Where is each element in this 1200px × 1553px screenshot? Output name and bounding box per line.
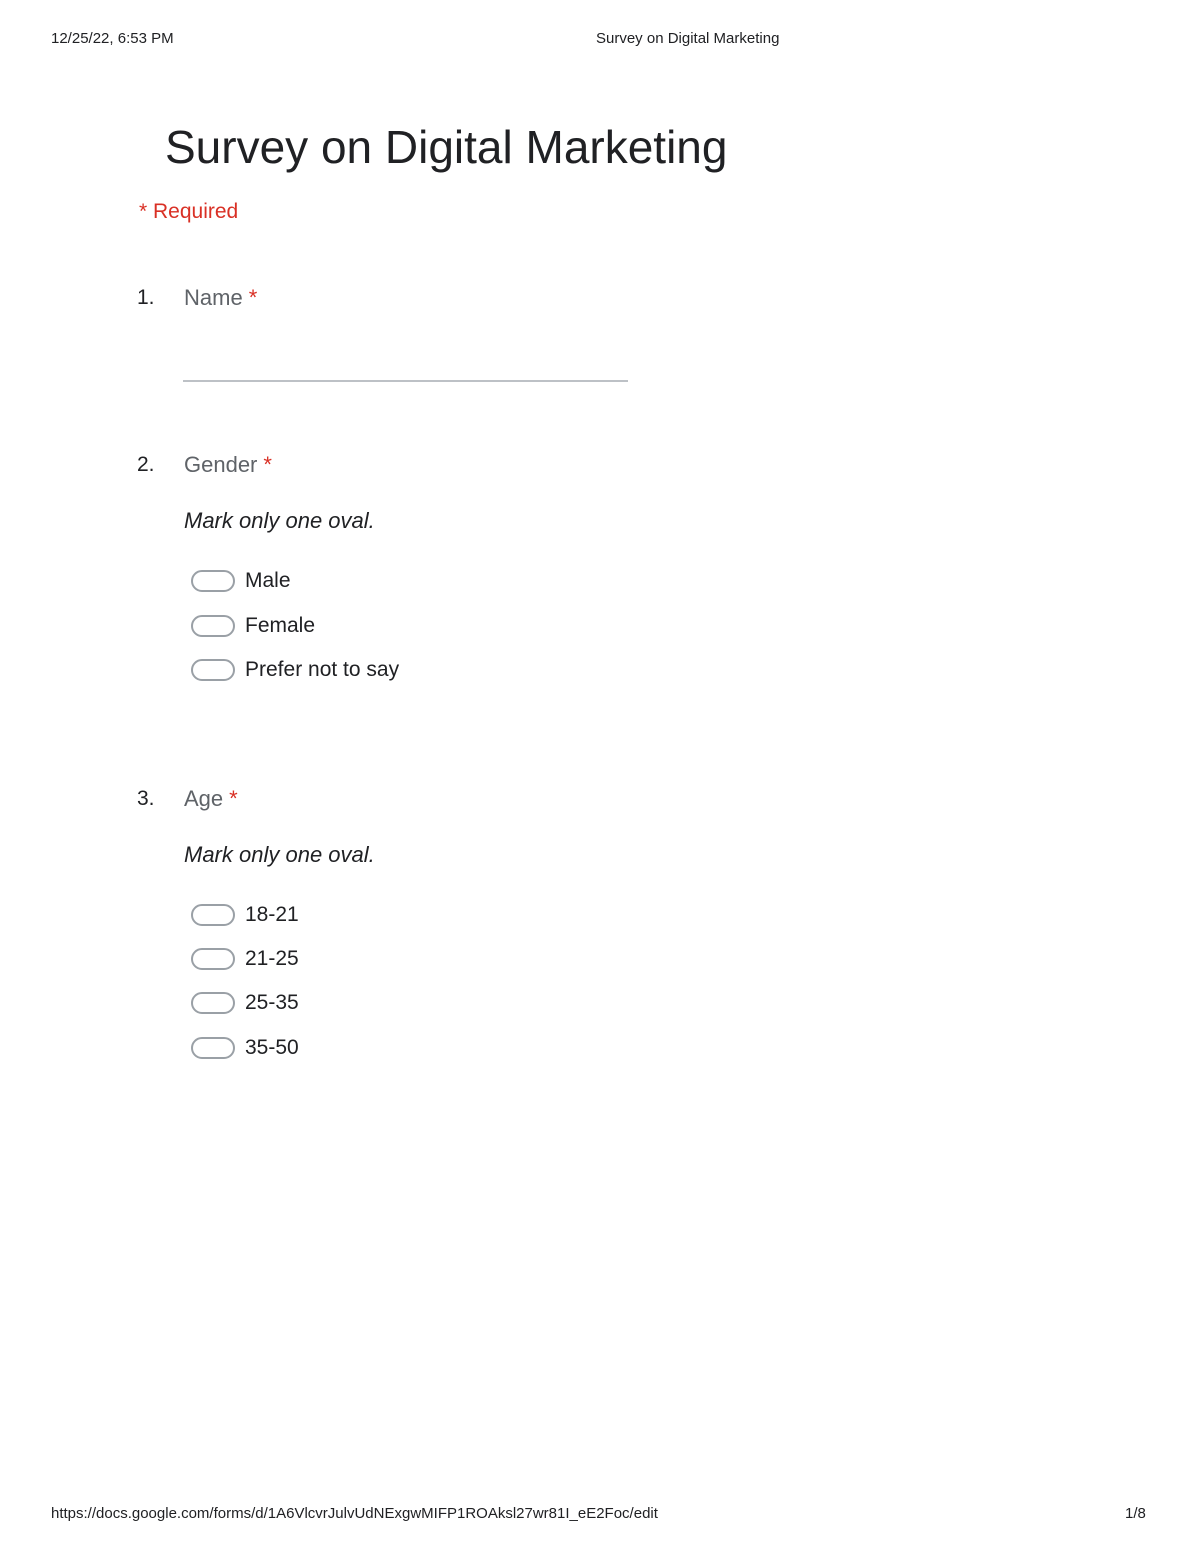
- age-option-18-21[interactable]: [191, 902, 299, 928]
- oval-radio[interactable]: [191, 1037, 235, 1059]
- question-3-label: Age: [184, 786, 224, 811]
- option-label: Female: [245, 614, 316, 637]
- print-doc-title: Survey on Digital Marketing: [596, 30, 780, 47]
- option-label: Prefer not to say: [245, 658, 400, 681]
- oval-radio[interactable]: [191, 570, 235, 592]
- question-2-hint: Mark only one oval.: [184, 508, 375, 533]
- print-datetime: 12/25/22, 6:53 PM: [51, 30, 174, 47]
- question-1-label: Name: [184, 285, 243, 310]
- required-asterisk: *: [229, 786, 238, 811]
- gender-option-female[interactable]: [191, 613, 315, 639]
- required-asterisk: *: [263, 452, 272, 477]
- question-3-title: [184, 786, 238, 812]
- option-label: 35-50: [245, 1036, 299, 1059]
- print-page-number: 1/8: [1125, 1505, 1146, 1522]
- form-title: Survey on Digital Marketing: [165, 121, 728, 173]
- name-input-line[interactable]: [183, 380, 628, 382]
- option-label: 21-25: [245, 947, 299, 970]
- question-2-title: [184, 452, 272, 478]
- gender-option-male[interactable]: [191, 568, 291, 594]
- oval-radio[interactable]: [191, 992, 235, 1014]
- age-option-25-35[interactable]: [191, 990, 299, 1016]
- oval-radio[interactable]: [191, 904, 235, 926]
- age-option-35-50[interactable]: [191, 1035, 299, 1061]
- age-option-21-25[interactable]: [191, 946, 299, 972]
- print-url: https://docs.google.com/forms/d/1A6VlcvrJulvUdNExgwMIFP1ROAksl27wr81I_eE2Foc/edit: [51, 1505, 658, 1522]
- oval-radio[interactable]: [191, 615, 235, 637]
- option-label: 18-21: [245, 903, 299, 926]
- question-2-number: 2.: [137, 453, 155, 476]
- required-asterisk: *: [248, 285, 258, 310]
- option-label: Male: [245, 569, 291, 592]
- required-note: * Required: [139, 200, 239, 223]
- option-label: 25-35: [245, 991, 299, 1014]
- oval-radio[interactable]: [191, 948, 235, 970]
- oval-radio[interactable]: [191, 659, 235, 681]
- question-1-number: 1.: [137, 286, 155, 309]
- question-3-number: 3.: [137, 787, 155, 810]
- question-1-title: [184, 285, 257, 311]
- gender-option-prefer-not-to-say[interactable]: [191, 657, 399, 683]
- question-2-label: Gender: [184, 452, 258, 477]
- question-3-hint: Mark only one oval.: [184, 842, 375, 867]
